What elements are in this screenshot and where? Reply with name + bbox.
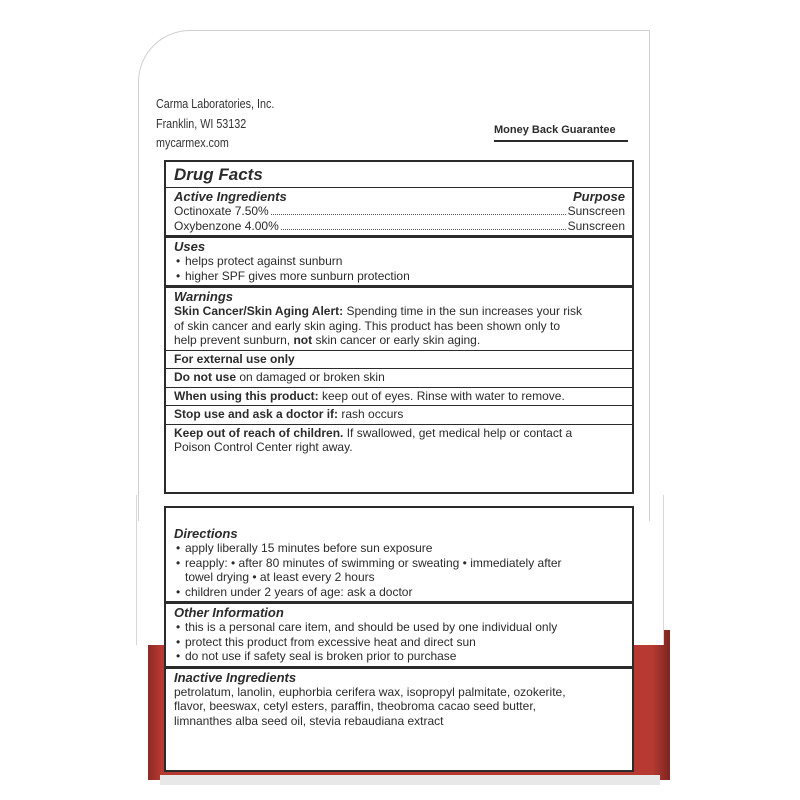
inactive-ingredients-heading: Inactive Ingredients: [174, 669, 297, 685]
company-website: mycarmex.com: [156, 136, 229, 150]
skin-alert-text: Spending time in the sun increases your risk: [346, 304, 582, 318]
purpose-heading: Purpose: [572, 189, 625, 204]
divider: [166, 368, 632, 369]
other-information-item: • do not use if safety seal is broken prior to purchase: [174, 649, 625, 664]
when-using-warning: [174, 389, 625, 404]
directions-heading: Directions: [174, 526, 238, 541]
uses-item: • helps protect against sunburn: [174, 254, 625, 269]
section-divider: [166, 285, 632, 288]
inactive-ingredients-line: flavor, beeswax, cetyl esters, paraffin, theobroma cacao seed butter,: [174, 699, 536, 713]
money-back-guarantee: Money Back Guarantee: [494, 124, 628, 142]
divider: [166, 187, 632, 188]
leader-dots: [271, 214, 566, 215]
other-information-item: • this is a personal care item, and should be used by one individual only: [174, 620, 625, 635]
ingredient-purpose: Sunscreen: [567, 204, 625, 218]
stop-use-text: rash occurs: [341, 407, 404, 421]
divider: [166, 350, 632, 351]
divider: [166, 424, 632, 425]
when-using-text: keep out of eyes. Rinse with water to remove.: [322, 388, 565, 403]
section-divider: [166, 601, 632, 604]
drug-facts-title: Drug Facts: [174, 165, 263, 184]
uses-item: • higher SPF gives more sunburn protection: [174, 269, 625, 284]
inactive-ingredients-line: petrolatum, lanolin, euphorbia cerifera wax, isopropyl palmitate, ozokerite,: [174, 684, 566, 699]
company-name: Carma Laboratories, Inc.: [156, 97, 275, 111]
uses-heading: Uses: [174, 239, 206, 254]
do-not-use-text: on damaged or broken skin: [239, 370, 385, 384]
warnings-heading: Warnings: [174, 289, 233, 304]
drug-facts-panel-continued: [164, 506, 634, 772]
skin-alert-line: of skin cancer and early skin aging. This product has been shown only to: [174, 318, 561, 333]
section-divider: [166, 235, 632, 238]
skin-alert-line: [174, 304, 625, 319]
tube-shade-right: [652, 630, 670, 780]
keep-out-label: Keep out of reach of children.: [174, 425, 344, 440]
active-ingredient-row: [174, 204, 625, 219]
active-ingredient-row: [174, 219, 625, 234]
tube-shade-left: [148, 630, 162, 780]
directions-item: • children under 2 years of age: ask a doctor: [174, 585, 625, 600]
directions-item-continued: towel drying • at least every 2 hours: [185, 570, 375, 584]
inactive-ingredients-line: limnanthes alba seed oil, stevia rebaudiana extract: [174, 713, 444, 728]
other-information-item: • protect this product from excessive heat and direct sun: [174, 635, 625, 650]
drug-facts-panel: [164, 160, 634, 494]
other-information-heading: Other Information: [174, 605, 284, 620]
keep-out-text-line: Poison Control Center right away.: [174, 440, 353, 454]
directions-item: • apply liberally 15 minutes before sun exposure: [174, 541, 625, 556]
leader-dots: [281, 229, 566, 230]
do-not-use-warning: [174, 370, 625, 385]
tube-base: [160, 775, 660, 785]
skin-alert-not: not: [293, 333, 313, 347]
do-not-use-label: Do not use: [174, 370, 236, 384]
external-use-warning: [174, 352, 625, 367]
divider: [166, 405, 632, 406]
skin-alert-label: Skin Cancer/Skin Aging Alert:: [174, 304, 344, 318]
section-divider: [166, 666, 632, 669]
divider: [166, 387, 632, 388]
when-using-label: When using this product:: [174, 388, 319, 403]
external-use-label: For external use only: [174, 351, 295, 366]
skin-alert-line: [174, 333, 625, 348]
skin-alert-text: skin cancer or early skin aging.: [315, 333, 481, 347]
company-city: Franklin, WI 53132: [156, 117, 247, 131]
active-ingredients-heading: Active Ingredients: [174, 189, 287, 204]
ingredient-purpose: Sunscreen: [567, 218, 625, 233]
keep-out-text: If swallowed, get medical help or contact a: [346, 425, 573, 440]
directions-item: • reapply: • after 80 minutes of swimming or sweating • immediately after: [174, 556, 625, 571]
ingredient-name: Oxybenzone 4.00%: [174, 218, 279, 233]
skin-alert-text: help prevent sunburn,: [174, 333, 291, 347]
ingredient-name: Octinoxate 7.50%: [174, 204, 269, 218]
stop-use-label: Stop use and ask a doctor if:: [174, 407, 339, 421]
active-ingredients-header: [174, 189, 625, 204]
keep-out-warning: [174, 426, 625, 441]
stop-use-warning: [174, 407, 625, 422]
